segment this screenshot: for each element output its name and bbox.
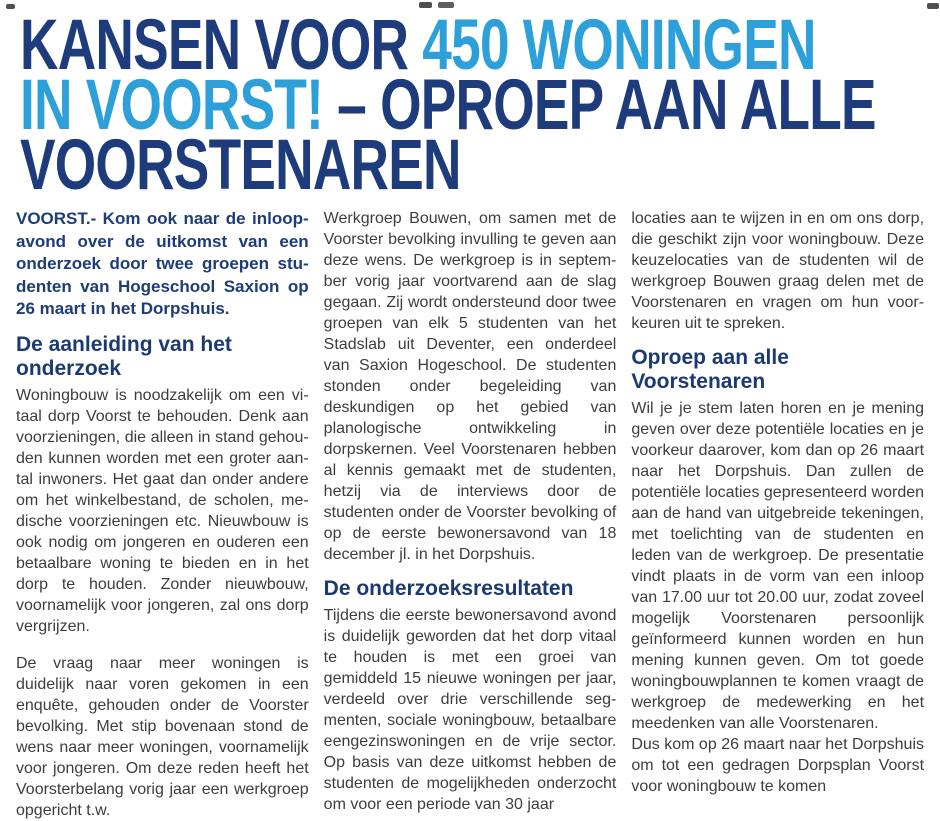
section-heading-onderzoeksresultaten: De onderzoeksresultaten [323, 577, 574, 600]
headline-text-navy: – OPROEP AAN ALLE [323, 66, 876, 145]
body-paragraph: Tijdens die eerste bewonersavond avond is duidelijk geworden dat het dorp vitaal te houden is met een groei van gemiddeld 15 nieuwe woningen per jaar, verdeeld over drie verschillende segmenten, sociale woningbouw, betaalbare eengezinswoningen en de vrije sector. Op basis van deze uitkomst hebben de studenten de mogelijkheden onderzocht om voor een periode van 30 jaar [323, 607, 617, 813]
headline-text-navy: VOORSTENAREN [20, 126, 461, 205]
scan-artifact [927, 3, 939, 9]
column-2 [324, 208, 617, 821]
column-3 [631, 208, 924, 821]
section-heading-oproep: Oproep aan alle Voorstenaren [631, 346, 789, 393]
headline-line-3 [20, 126, 710, 205]
headline-text-navy: KANSEN VOOR [20, 6, 423, 85]
headline-text-blue: IN VOORST! [20, 66, 324, 145]
section-heading-aanleiding: De aanleiding van het onderzoek [16, 332, 232, 380]
body-paragraph: Wil je je stem laten horen en je mening geven over deze potentiële locaties en je voorkeur daarover, kom dan op 26 maart naar het Dorpshuis. Dan zullen de potentiële locaties gepresenteerd worden aan de hand van uitgebreide tekeningen, met toelichting van de studenten en leden van de werkgroep. De presentatie vindt plaats in de vorm van een inloop van 17.00 uur tot 20.00 uur, zodat zoveel mogelijk Voorstenaren persoonlijk geïnformeerd kunnen worden en hun mening kunnen geven. Om tot goede woningbouwplannen te komen vraagt de werkgroep de medewerking en het meedenken van alle Voorstenaren. [631, 400, 925, 732]
headline-text-blue: 450 WONINGEN [422, 6, 816, 85]
scan-artifact [6, 4, 15, 9]
headline-block [0, 0, 940, 205]
column-1 [16, 208, 309, 821]
body-paragraph: locaties aan te wijzen in en om ons dorp, die geschikt zijn voor woningbouw. Deze keuzelocaties van de studenten wil de werkgroep Bouwen graag delen met de Voorstenaren en vragen om hun voorkeuren uit te spreken. [631, 210, 925, 332]
body-paragraph: Woningbouw is noodzakelijk om een vitaal dorp Voorst te behouden. Denk aan voorzieningen, die alleen in stand gehouden kunnen worden met een groter aantal inwoners. Het gaat dan onder andere om het winkelbestand, de scholen, medische voorzieningen etc. Nieuwbouw is ook nodig om jongeren en ouderen een betaalbare woning te bieden en in het dorp te houden. Zonder nieuwbouw, voornamelijk voor jongeren, zal ons dorp vergrijzen. [16, 386, 309, 635]
article-columns [0, 208, 940, 821]
body-paragraph: Dus kom op 26 maart naar het Dorpshuis om tot een gedragen Dorpsplan Voorst voor woningbouw te komen [631, 736, 925, 795]
body-paragraph: De vraag naar meer woningen is duidelijk naar voren gekomen in een enquête, gehouden onder de Voorster bevolking. Met stip bovenaan stond de wens naar meer woningen, voornamelijk voor jongeren. Om deze reden heeft het Voorsterbelang vorig jaar een werkgroep opgericht t.w. [16, 654, 309, 819]
article-headline [20, 6, 876, 205]
lead-paragraph: VOORST.- Kom ook naar de inloopavond over de uitkomst van een onderzoek door twee groepen studenten van Hogeschool Saxion op 26 maart in het Dorpshuis. [16, 209, 309, 318]
body-paragraph: Werkgroep Bouwen, om samen met de Voorster bevolking invulling te geven aan deze wens. De werkgroep is in september vorig jaar voortvarend aan de slag gegaan. Zij wordt ondersteund door twee groepen van elk 5 studenten van het Stadslab uit Deventer, een onderdeel van Saxion Hogeschool. De studenten stonden onder begeleiding van deskundigen op het gebied van planologische ontwikkeling in dorpskernen. Veel Voorstenaren hebben al kennis gemaakt met de studenten, hetzij via de interviews door de studenten onder de Voorster bevolking of op de eerste bewonersavond van 18 december jl. in het Dorpshuis. [323, 210, 617, 563]
